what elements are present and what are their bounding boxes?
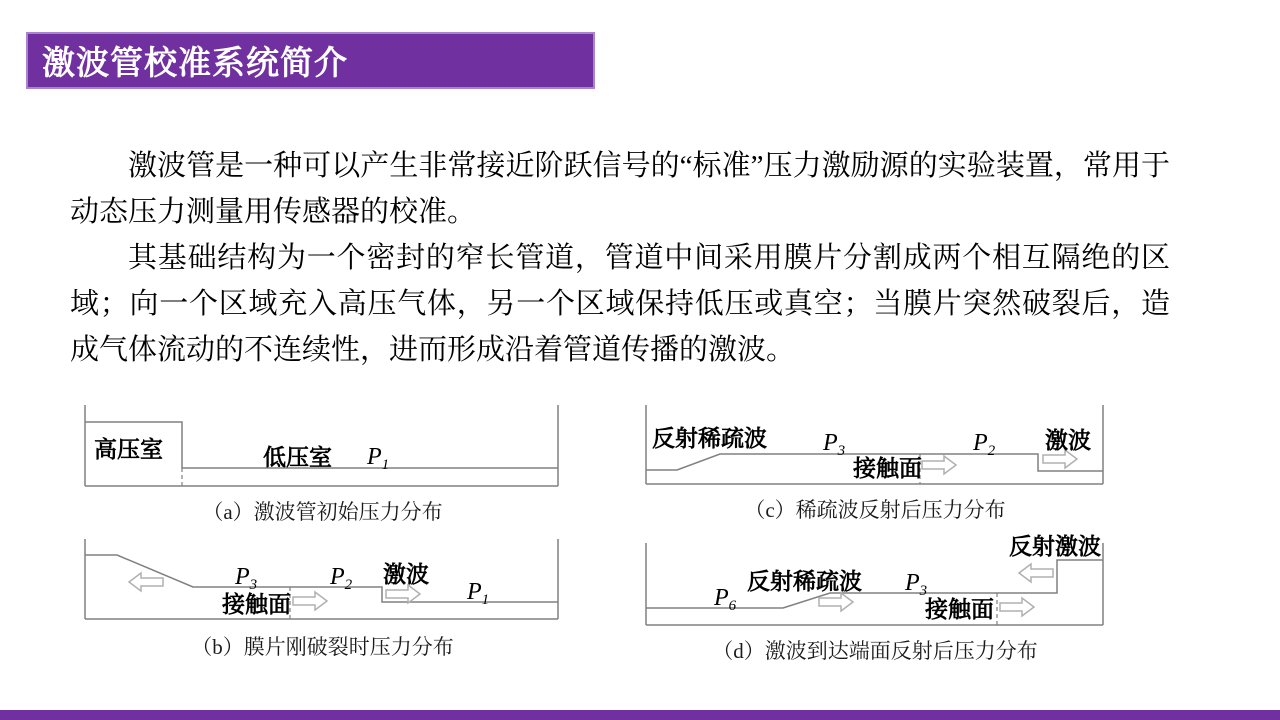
diagram-b: [80, 535, 565, 661]
paragraph-1: 激波管是一种可以产生非常接近阶跃信号的“标准”压力激励源的实验装置，常用于动态压力测量用传感器的校准。: [70, 150, 1170, 228]
diagram-a: [80, 400, 565, 526]
page-title: 激波管校准系统简介: [42, 44, 348, 81]
diagram-b-caption: （b）膜片刚破裂时压力分布: [191, 635, 454, 659]
reflected-rarefaction-label: 反射稀疏波: [652, 425, 767, 451]
diagram-d-canvas: [640, 528, 1110, 630]
p6-label: $P_6$: [714, 585, 737, 614]
diagram-c-caption: （c）稀疏波反射后压力分布: [744, 498, 1006, 522]
rarefaction-right-arrow-icon: [819, 593, 853, 611]
diagram-a-canvas: [80, 400, 565, 492]
p1-label: $P_1$: [367, 444, 390, 473]
contact-surface-label: 接触面: [925, 596, 994, 622]
p1-label: $P_1$: [467, 579, 490, 608]
diagram-d: [640, 528, 1110, 665]
shock-label: 激波: [383, 561, 429, 587]
contact-right-arrow-icon: [1000, 598, 1034, 616]
diagram-b-canvas: [80, 535, 565, 625]
contact-right-arrow-icon: [293, 592, 327, 610]
diagram-a-caption: （a）激波管初始压力分布: [202, 500, 443, 524]
reflected-shock-left-arrow-icon: [1019, 564, 1053, 582]
p3-label: $P_3$: [823, 430, 846, 459]
title-banner: [26, 32, 595, 89]
contact-right-arrow-icon: [922, 456, 956, 474]
body-text: [70, 143, 1170, 373]
footer-accent-bar: [0, 710, 1280, 720]
p2-label: $P_2$: [330, 564, 353, 593]
diagram-d-caption: （d）激波到达端面反射后压力分布: [712, 639, 1038, 663]
p2-label: $P_2$: [973, 430, 996, 459]
diagram-c-canvas: [640, 400, 1110, 492]
p3-label: $P_3$: [235, 564, 258, 593]
paragraph-2: 其基础结构为一个密封的窄长管道，管道中间采用膜片分割成两个相互隔绝的区域；向一个区域充入高压气体，另一个区域保持低压或真空；当膜片突然破裂后，造成气体流动的不连续性，进而形成沿着管道传播的激波。: [70, 242, 1170, 366]
p3-label: $P_3$: [905, 570, 928, 599]
high-chamber-label: 高压室: [94, 436, 163, 462]
reflected-shock-label: 反射激波: [1009, 533, 1101, 559]
shock-right-arrow-icon: [386, 585, 420, 603]
shock-label: 激波: [1045, 427, 1091, 453]
low-chamber-label: 低压室: [263, 444, 332, 470]
rarefaction-left-arrow-icon: [129, 573, 163, 591]
reflected-rarefaction-label: 反射稀疏波: [747, 568, 862, 594]
contact-surface-label: 接触面: [222, 591, 291, 617]
contact-surface-label: 接触面: [853, 455, 922, 481]
diagram-c: [640, 400, 1110, 524]
